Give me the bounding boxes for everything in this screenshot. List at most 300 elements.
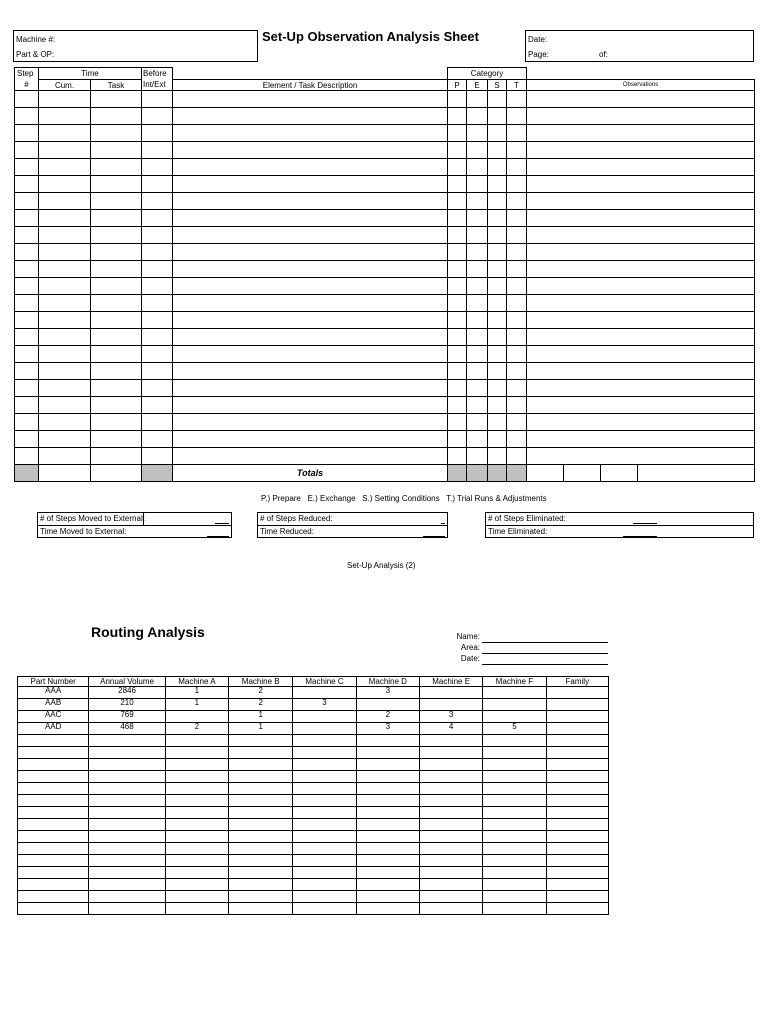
routing-cell	[419, 699, 482, 711]
routing-cell	[483, 843, 546, 855]
table-cell	[91, 261, 142, 278]
table-cell	[173, 346, 448, 363]
table-cell	[467, 91, 488, 108]
table-cell	[39, 465, 91, 482]
table-cell	[91, 125, 142, 142]
table-cell	[15, 346, 39, 363]
table-cell	[488, 142, 507, 159]
routing-column-header: Annual Volume	[89, 677, 165, 687]
summary-box-reduced	[257, 512, 448, 538]
table-cell	[507, 431, 527, 448]
routing-cell	[419, 891, 482, 903]
table-cell	[91, 210, 142, 227]
table-row	[18, 795, 609, 807]
routing-cell	[483, 687, 546, 699]
routing-cell	[483, 903, 546, 915]
table-row	[18, 711, 609, 723]
table-cell	[142, 312, 173, 329]
col-category-letter: E	[467, 80, 488, 91]
routing-cell	[293, 891, 356, 903]
table-cell	[488, 448, 507, 465]
routing-cell: AAA	[18, 687, 89, 699]
table-cell	[507, 193, 527, 210]
time-eliminated-label: Time Eliminated:	[486, 525, 753, 538]
routing-cell	[165, 867, 228, 879]
table-cell	[142, 346, 173, 363]
routing-cell	[483, 819, 546, 831]
table-cell	[173, 448, 448, 465]
table-cell	[39, 176, 91, 193]
table-cell	[15, 193, 39, 210]
table-cell	[448, 159, 467, 176]
routing-cell	[293, 855, 356, 867]
routing-cell	[419, 831, 482, 843]
table-cell	[15, 210, 39, 227]
routing-cell	[89, 747, 165, 759]
table-cell	[467, 380, 488, 397]
table-cell	[39, 431, 91, 448]
routing-cell	[18, 759, 89, 771]
routing-cell	[229, 867, 293, 879]
routing-cell	[293, 819, 356, 831]
routing-name-line	[482, 642, 608, 643]
table-cell	[39, 261, 91, 278]
table-row	[15, 108, 755, 125]
routing-cell	[356, 831, 419, 843]
table-cell	[507, 363, 527, 380]
table-cell	[488, 295, 507, 312]
table-row	[15, 312, 755, 329]
routing-area-line	[482, 653, 608, 654]
table-row	[15, 278, 755, 295]
routing-cell	[419, 903, 482, 915]
routing-cell: 2	[229, 687, 293, 699]
routing-cell	[18, 735, 89, 747]
table-row	[18, 735, 609, 747]
routing-cell	[356, 891, 419, 903]
routing-cell	[229, 807, 293, 819]
routing-cell	[546, 747, 608, 759]
routing-cell	[356, 855, 419, 867]
routing-cell	[165, 711, 228, 723]
table-cell	[467, 295, 488, 312]
table-cell	[15, 142, 39, 159]
routing-cell	[293, 843, 356, 855]
table-cell	[448, 448, 467, 465]
table-cell	[91, 448, 142, 465]
table-cell	[91, 295, 142, 312]
routing-cell	[229, 747, 293, 759]
col-cum: Cum.	[39, 80, 91, 91]
table-cell	[142, 363, 173, 380]
routing-cell: 468	[89, 723, 165, 735]
table-cell	[91, 380, 142, 397]
table-cell	[91, 278, 142, 295]
table-cell	[488, 414, 507, 431]
table-cell	[507, 380, 527, 397]
table-cell	[448, 329, 467, 346]
routing-cell	[229, 735, 293, 747]
routing-cell	[229, 903, 293, 915]
table-cell	[173, 278, 448, 295]
table-cell	[91, 91, 142, 108]
table-cell	[527, 363, 755, 380]
routing-cell	[18, 807, 89, 819]
routing-cell	[419, 819, 482, 831]
table-cell	[91, 142, 142, 159]
table-row	[15, 125, 755, 142]
routing-cell	[89, 867, 165, 879]
routing-cell: 1	[165, 699, 228, 711]
table-row	[18, 699, 609, 711]
routing-cell	[89, 783, 165, 795]
routing-cell	[18, 891, 89, 903]
routing-cell	[18, 771, 89, 783]
category-legend: P.) Prepare E.) Exchange S.) Setting Conditions T.) Trial Runs & Adjustments	[261, 494, 547, 503]
routing-cell	[18, 879, 89, 891]
table-cell	[488, 210, 507, 227]
table-cell	[39, 363, 91, 380]
routing-column-header: Machine A	[165, 677, 228, 687]
table-cell	[91, 159, 142, 176]
table-cell	[467, 261, 488, 278]
routing-cell	[546, 807, 608, 819]
table-cell	[91, 193, 142, 210]
routing-cell	[546, 891, 608, 903]
table-cell	[142, 448, 173, 465]
routing-cell	[165, 831, 228, 843]
table-cell	[15, 227, 39, 244]
table-cell	[507, 210, 527, 227]
table-cell	[488, 176, 507, 193]
table-cell	[173, 295, 448, 312]
routing-cell	[356, 807, 419, 819]
table-row	[18, 879, 609, 891]
table-row	[18, 819, 609, 831]
table-cell	[488, 363, 507, 380]
routing-cell	[483, 879, 546, 891]
table-cell	[91, 176, 142, 193]
table-cell	[527, 142, 755, 159]
routing-cell	[419, 783, 482, 795]
table-cell	[507, 125, 527, 142]
table-cell	[15, 159, 39, 176]
table-row	[18, 807, 609, 819]
routing-cell	[229, 759, 293, 771]
routing-cell	[293, 735, 356, 747]
table-row	[15, 91, 755, 108]
table-cell	[173, 193, 448, 210]
table-cell	[448, 414, 467, 431]
table-cell	[142, 125, 173, 142]
table-cell	[173, 108, 448, 125]
table-cell	[507, 414, 527, 431]
routing-cell	[293, 687, 356, 699]
table-row	[15, 210, 755, 227]
routing-date-label: Date:	[460, 654, 480, 663]
routing-cell	[356, 795, 419, 807]
table-cell	[142, 193, 173, 210]
table-cell	[91, 414, 142, 431]
table-cell	[173, 380, 448, 397]
table-row	[18, 747, 609, 759]
time-moved-external-label: Time Moved to External:	[38, 525, 231, 538]
routing-column-header: Machine E	[419, 677, 482, 687]
table-cell	[527, 295, 755, 312]
table-cell	[527, 380, 755, 397]
table-cell	[39, 397, 91, 414]
table-row	[15, 295, 755, 312]
table-cell	[173, 431, 448, 448]
routing-cell	[293, 747, 356, 759]
routing-cell	[483, 711, 546, 723]
routing-cell	[546, 759, 608, 771]
routing-cell	[546, 843, 608, 855]
col-time: Time	[39, 68, 142, 80]
routing-cell	[293, 807, 356, 819]
table-row	[15, 329, 755, 346]
table-cell	[173, 91, 448, 108]
table-cell	[507, 346, 527, 363]
table-cell	[507, 244, 527, 261]
machine-number-field: Machine #:	[16, 35, 56, 44]
table-cell	[467, 465, 488, 482]
table-cell	[448, 227, 467, 244]
routing-cell	[546, 783, 608, 795]
routing-cell: 2	[356, 711, 419, 723]
routing-cell	[165, 903, 228, 915]
table-cell	[142, 465, 173, 482]
table-cell	[527, 414, 755, 431]
routing-cell	[546, 879, 608, 891]
routing-cell	[483, 747, 546, 759]
table-cell	[448, 261, 467, 278]
routing-cell: 4	[419, 723, 482, 735]
routing-cell: AAD	[18, 723, 89, 735]
routing-column-header: Machine D	[356, 677, 419, 687]
table-cell	[527, 125, 755, 142]
routing-cell: 3	[356, 723, 419, 735]
routing-cell: 2846	[89, 687, 165, 699]
table-cell	[173, 312, 448, 329]
routing-cell	[89, 855, 165, 867]
table-cell	[527, 227, 755, 244]
routing-cell	[293, 783, 356, 795]
routing-cell	[483, 735, 546, 747]
routing-cell	[293, 771, 356, 783]
routing-cell	[546, 735, 608, 747]
routing-cell	[356, 759, 419, 771]
table-row	[15, 397, 755, 414]
table-cell	[467, 363, 488, 380]
table-cell	[488, 91, 507, 108]
table-row	[15, 227, 755, 244]
table-cell	[15, 125, 39, 142]
table-row	[18, 783, 609, 795]
col-category-letter: S	[488, 80, 507, 91]
routing-column-header: Machine B	[229, 677, 293, 687]
table-cell	[91, 312, 142, 329]
routing-cell	[18, 867, 89, 879]
table-cell	[448, 142, 467, 159]
table-cell	[15, 176, 39, 193]
routing-cell: 2	[229, 699, 293, 711]
table-cell	[91, 431, 142, 448]
steps-reduced-label: # of Steps Reduced:	[258, 513, 447, 525]
table-cell	[448, 312, 467, 329]
table-cell	[467, 431, 488, 448]
table-cell	[507, 91, 527, 108]
steps-moved-external-label: # of Steps Moved to External:	[38, 513, 231, 525]
routing-cell: 3	[419, 711, 482, 723]
routing-cell	[18, 819, 89, 831]
table-cell	[527, 159, 755, 176]
table-cell	[15, 261, 39, 278]
table-row	[15, 142, 755, 159]
table-cell	[507, 465, 527, 482]
routing-cell	[18, 903, 89, 915]
routing-cell	[165, 771, 228, 783]
table-row	[18, 687, 609, 699]
table-cell	[39, 91, 91, 108]
routing-cell	[293, 795, 356, 807]
table-cell	[91, 363, 142, 380]
table-cell	[173, 210, 448, 227]
table-cell	[527, 176, 755, 193]
routing-cell: AAC	[18, 711, 89, 723]
table-cell	[173, 363, 448, 380]
table-cell	[142, 380, 173, 397]
routing-cell	[229, 891, 293, 903]
table-row	[18, 723, 609, 735]
routing-cell	[419, 855, 482, 867]
table-cell	[507, 397, 527, 414]
table-cell	[467, 108, 488, 125]
routing-cell	[89, 879, 165, 891]
table-cell	[467, 193, 488, 210]
table-cell	[527, 448, 755, 465]
table-row	[18, 891, 609, 903]
table-cell	[467, 278, 488, 295]
routing-cell: 1	[165, 687, 228, 699]
table-cell	[527, 210, 755, 227]
table-cell	[448, 380, 467, 397]
table-cell	[448, 465, 467, 482]
table-row	[15, 380, 755, 397]
table-cell	[15, 329, 39, 346]
routing-cell	[546, 723, 608, 735]
routing-cell: 2	[165, 723, 228, 735]
table-cell	[488, 397, 507, 414]
table-cell	[488, 431, 507, 448]
table-cell	[527, 244, 755, 261]
table-cell	[527, 193, 755, 210]
routing-cell	[293, 903, 356, 915]
table-cell	[142, 227, 173, 244]
table-row	[15, 193, 755, 210]
table-cell	[467, 176, 488, 193]
table-cell	[507, 278, 527, 295]
table-cell	[448, 346, 467, 363]
summary-box-eliminated	[485, 512, 754, 538]
table-cell	[173, 142, 448, 159]
routing-cell: 3	[293, 699, 356, 711]
table-cell	[488, 278, 507, 295]
setup-left-header-box	[13, 30, 258, 62]
table-cell	[15, 363, 39, 380]
table-cell	[142, 278, 173, 295]
routing-cell: 5	[483, 723, 546, 735]
routing-name-label: Name:	[456, 632, 480, 641]
table-cell	[527, 346, 755, 363]
table-cell	[448, 244, 467, 261]
table-cell	[39, 414, 91, 431]
table-cell	[448, 108, 467, 125]
routing-cell	[419, 771, 482, 783]
table-cell	[448, 193, 467, 210]
routing-cell: 769	[89, 711, 165, 723]
obs-sub-cell	[564, 465, 601, 481]
table-cell	[507, 312, 527, 329]
table-cell	[507, 295, 527, 312]
table-cell	[173, 125, 448, 142]
table-cell	[173, 244, 448, 261]
routing-cell	[293, 759, 356, 771]
table-cell	[39, 448, 91, 465]
routing-cell	[356, 783, 419, 795]
routing-cell	[546, 903, 608, 915]
routing-title: Routing Analysis	[91, 624, 205, 640]
table-cell	[527, 108, 755, 125]
routing-cell	[419, 795, 482, 807]
table-cell	[527, 278, 755, 295]
routing-cell	[89, 807, 165, 819]
table-cell	[142, 108, 173, 125]
routing-cell	[293, 867, 356, 879]
routing-cell	[89, 819, 165, 831]
table-cell	[142, 414, 173, 431]
table-cell	[91, 397, 142, 414]
routing-cell	[89, 903, 165, 915]
routing-date-line	[482, 664, 608, 665]
footer-caption: Set-Up Analysis (2)	[347, 561, 416, 570]
part-op-field: Part & OP:	[16, 50, 55, 59]
time-reduced-label: Time Reduced:	[258, 525, 447, 538]
table-cell	[15, 414, 39, 431]
table-cell	[173, 227, 448, 244]
table-cell	[15, 91, 39, 108]
table-row	[15, 431, 755, 448]
setup-right-header-box	[525, 30, 754, 62]
table-cell	[15, 278, 39, 295]
routing-column-header: Part Number	[18, 677, 89, 687]
table-cell	[488, 465, 507, 482]
routing-cell	[165, 891, 228, 903]
col-category-letter: P	[448, 80, 467, 91]
table-cell	[173, 397, 448, 414]
table-cell	[142, 142, 173, 159]
routing-cell	[419, 687, 482, 699]
table-cell	[39, 329, 91, 346]
routing-cell	[356, 771, 419, 783]
table-cell	[467, 159, 488, 176]
table-cell	[448, 91, 467, 108]
routing-cell	[229, 831, 293, 843]
table-cell	[467, 142, 488, 159]
routing-cell	[229, 795, 293, 807]
table-cell	[467, 397, 488, 414]
routing-cell	[483, 783, 546, 795]
